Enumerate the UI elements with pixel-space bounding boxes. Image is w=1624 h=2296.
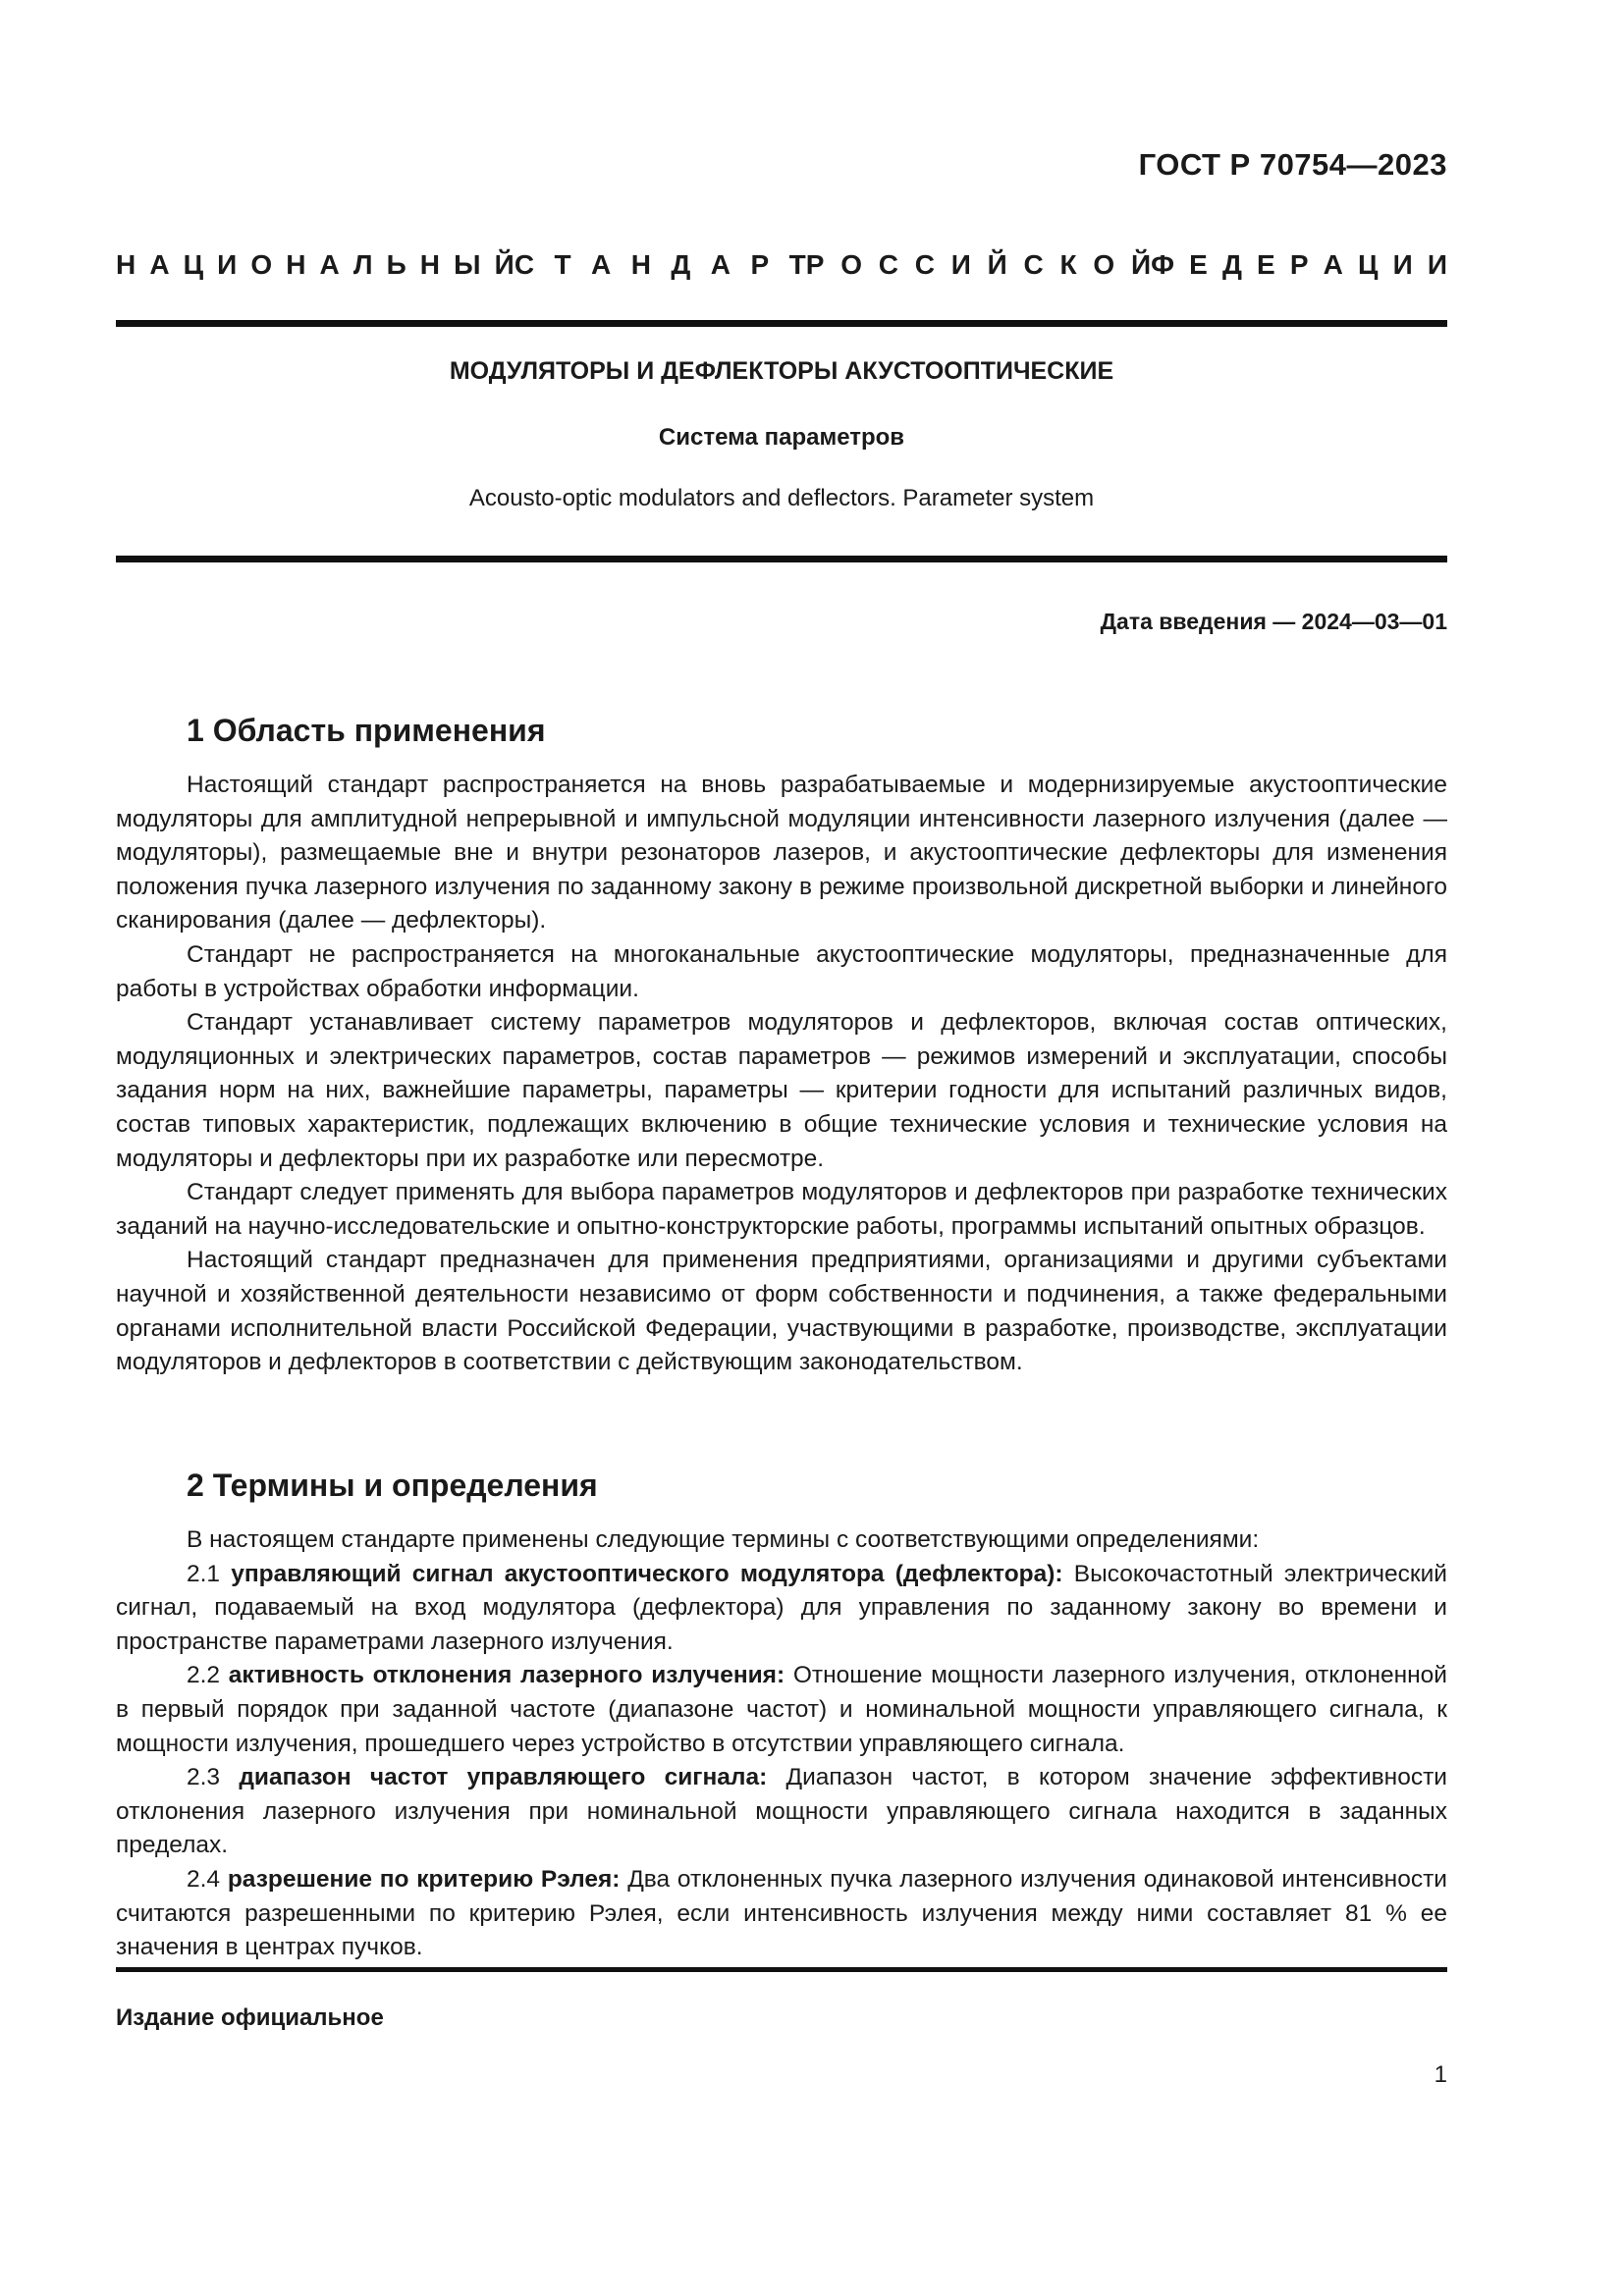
banner-letter: О <box>840 249 862 280</box>
banner-word-1 <box>116 249 514 281</box>
banner-letter: А <box>1323 249 1343 280</box>
banner-letter: К <box>1059 249 1077 280</box>
paragraph: Стандарт устанавливает систему параметров модуляторов и дефлекторов, включая состав оптических, модуляционных и электрических параметров, состав параметров — режимов измерений и эксплуатации, способы задания норм на них, важнейшие параметры, параметры — критерии годности для испытаний различных видов, состав типовых характеристик, подлежащих включению в общие технические условия и технические условия на модуляторы и дефлекторы при их разработке или пересмотре. <box>116 1009 1447 1172</box>
banner-letter: Т <box>554 249 571 280</box>
banner-letter: А <box>591 249 612 280</box>
term-entry <box>116 1558 1447 1660</box>
banner-letter: С <box>878 249 898 280</box>
banner-letter: А <box>319 249 340 280</box>
paragraph: Настоящий стандарт распространяется на вновь разрабатываемые и модернизируемые акустооптические модуляторы для амплитудной непрерывной и импульсной модуляции интенсивности лазерного излучения (далее — модуляторы), размещаемые вне и внутри резонаторов лазеров, и акустооптические дефлекторы для изменения положения пучка лазерного излучения по заданному закону в режиме произвольной дискретной выборки и линейного сканирования (далее — дефлекторы). <box>116 772 1447 934</box>
banner-letter: И <box>1392 249 1413 280</box>
banner-letter: А <box>710 249 731 280</box>
top-rule <box>116 320 1447 327</box>
section-heading: 1 Область применения <box>187 713 546 748</box>
banner-letter: Н <box>419 249 441 280</box>
banner-letter: Н <box>286 249 306 280</box>
section-scope <box>116 713 1447 1380</box>
term-number: 2.1 <box>187 1560 232 1587</box>
banner-letter: С <box>514 249 535 280</box>
term-number: 2.4 <box>187 1865 228 1893</box>
term-entry <box>116 1761 1447 1863</box>
national-standard-banner <box>116 249 1447 281</box>
banner-letter: Р <box>805 249 825 280</box>
banner-letter: Д <box>1221 249 1242 280</box>
banner-letter: Ц <box>1358 249 1379 280</box>
banner-letter: Т <box>788 249 806 280</box>
introduction-date: Дата введения — 2024—03—01 <box>1100 609 1447 634</box>
banner-letter: Ф <box>1151 249 1175 280</box>
section-terms <box>116 1468 1447 1965</box>
document-code: ГОСТ Р 70754—2023 <box>1138 147 1447 182</box>
term-number: 2.2 <box>187 1662 229 1689</box>
banner-letter: Ы <box>454 249 481 280</box>
term-name: разрешение по критерию Рэлея: <box>227 1865 621 1893</box>
banner-letter: С <box>1023 249 1044 280</box>
page-number: 1 <box>1434 2061 1447 2088</box>
banner-word-4 <box>1151 249 1447 281</box>
banner-letter: И <box>1427 249 1447 280</box>
english-title: Acousto-optic modulators and deflectors. Parameter system <box>468 485 1095 511</box>
banner-letter: Й <box>987 249 1007 280</box>
banner-letter: Н <box>116 249 136 280</box>
banner-letter: О <box>250 249 273 280</box>
banner-letter: И <box>217 249 238 280</box>
term-name: диапазон частот управляющего сигнала: <box>239 1764 768 1791</box>
footer-rule <box>116 1967 1447 1972</box>
banner-letter: О <box>1093 249 1115 280</box>
term-name: активность отклонения лазерного излучения: <box>228 1662 785 1689</box>
term-definition: Высокочастотный электрический сигнал, подаваемый на вход модулятора (дефлектора) для управления по заданному закону во времени и пространстве параметрами лазерного излучения. <box>116 1560 1447 1655</box>
banner-letter: Д <box>671 249 691 280</box>
banner-letter: Й <box>494 249 514 280</box>
banner-letter: А <box>149 249 170 280</box>
document-title: МОДУЛЯТОРЫ И ДЕФЛЕКТОРЫ АКУСТООПТИЧЕСКИЕ <box>449 357 1114 385</box>
banner-letter: Р <box>750 249 770 280</box>
term-number: 2.3 <box>187 1764 240 1791</box>
edition-label: Издание официальное <box>116 2004 384 2031</box>
paragraph: В настоящем стандарте применены следующие термины с соответствующими определениями: <box>187 1526 1260 1553</box>
document-subtitle: Система параметров <box>658 424 905 451</box>
banner-letter: С <box>914 249 935 280</box>
banner-letter: Е <box>1189 249 1208 280</box>
paragraph: Настоящий стандарт предназначен для применения предприятиями, организациями и другими субъектами научной и хозяйственной деятельности независимо от форм собственности и подчинения, а также федеральными органами исполнительной власти Российской Федерации, участвующими в разработке, производстве, эксплуатации модуляторов и дефлекторов в соответствии с действующим законодательством. <box>116 1247 1447 1376</box>
title-rule <box>116 556 1447 562</box>
banner-letter: Н <box>630 249 651 280</box>
banner-letter: Ц <box>183 249 204 280</box>
term-definition: Два отклоненных пучка лазерного излучения одинаковой интенсивности считаются разрешенными по критерию Рэлея, если интенсивность излучения между ними составляет 81 % ее значения в центрах пучков. <box>116 1865 1447 1961</box>
banner-word-3 <box>806 249 1151 281</box>
section-heading: 2 Термины и определения <box>187 1468 598 1503</box>
banner-letter: Р <box>1289 249 1309 280</box>
term-entry <box>116 1863 1447 1965</box>
paragraph: Стандарт следует применять для выбора параметров модуляторов и дефлекторов при разработке технических заданий на научно-исследовательские и опытно-конструкторские работы, программы испытаний опытных образцов. <box>116 1179 1447 1240</box>
banner-letter: Л <box>352 249 373 280</box>
term-definition: Диапазон частот, в котором значение эффективности отклонения лазерного излучения при номинальной мощности управляющего сигнала находится в заданных пределах. <box>116 1764 1447 1859</box>
term-definition: Отношение мощности лазерного излучения, отклоненной в первый порядок при заданной частоте (диапазоне частот) и номинальной мощности управляющего сигнала, к мощности излучения, прошедшего через устройство в отсутствии управляющего сигнала. <box>116 1662 1447 1757</box>
banner-word-2 <box>514 249 806 281</box>
term-name: управляющий сигнал акустооптического модулятора (дефлектора): <box>231 1560 1063 1587</box>
term-entry <box>116 1659 1447 1761</box>
banner-letter: Ь <box>386 249 406 280</box>
banner-letter: Е <box>1257 249 1275 280</box>
paragraph: Стандарт не распространяется на многоканальные акустооптические модуляторы, предназначенные для работы в устройствах обработки информации. <box>116 940 1447 1002</box>
banner-letter: Й <box>1130 249 1152 280</box>
banner-letter: И <box>950 249 971 280</box>
